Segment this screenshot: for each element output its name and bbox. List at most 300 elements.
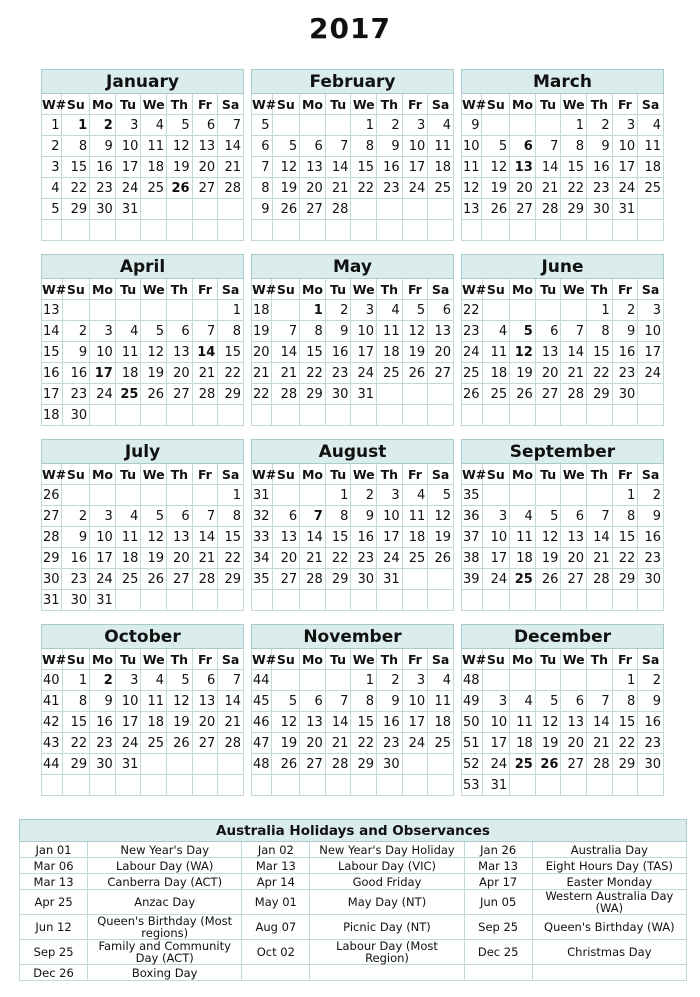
day-cell: 22 <box>561 178 587 199</box>
weekday-header: Fr <box>402 464 428 485</box>
holiday-date: May 01 <box>242 890 310 915</box>
weekday-header: Fr <box>612 649 638 670</box>
day-cell: 15 <box>218 342 244 363</box>
week-number <box>462 220 482 241</box>
weekday-header: We <box>141 94 167 115</box>
empty-cell <box>272 300 300 321</box>
weekday-header: Tu <box>325 464 351 485</box>
day-cell: 28 <box>561 384 587 405</box>
day-cell: 4 <box>482 321 510 342</box>
empty-cell <box>402 384 428 405</box>
day-cell: 22 <box>218 363 244 384</box>
day-cell: 2 <box>62 506 90 527</box>
weekday-header: We <box>141 464 167 485</box>
week-number <box>252 220 273 241</box>
day-cell: 28 <box>325 754 351 775</box>
day-cell: 24 <box>612 178 638 199</box>
week-number: 1 <box>42 115 62 136</box>
empty-cell <box>192 300 218 321</box>
week-number: 53 <box>462 775 483 796</box>
day-cell: 8 <box>325 506 351 527</box>
weekday-header: W# <box>42 649 63 670</box>
empty-cell <box>192 754 218 775</box>
weekday-header: Su <box>482 649 510 670</box>
day-cell: 4 <box>510 691 536 712</box>
holiday-date: Apr 17 <box>464 874 532 890</box>
day-cell: 26 <box>272 754 300 775</box>
day-cell: 27 <box>192 733 218 754</box>
day-cell: 10 <box>402 136 428 157</box>
weekday-header: Th <box>166 464 192 485</box>
day-cell: 27 <box>300 754 326 775</box>
holiday-date <box>464 965 532 981</box>
day-cell: 21 <box>192 548 218 569</box>
day-cell: 25 <box>510 754 536 775</box>
day-cell: 18 <box>402 527 428 548</box>
day-cell: 20 <box>510 178 536 199</box>
day-cell: 20 <box>192 712 218 733</box>
day-cell: 19 <box>141 548 167 569</box>
week-number: 24 <box>462 342 483 363</box>
empty-cell <box>192 220 218 241</box>
empty-cell <box>561 405 587 426</box>
day-cell: 21 <box>218 712 244 733</box>
holiday-name: Canberra Day (ACT) <box>88 874 242 890</box>
weekday-header: Fr <box>192 649 218 670</box>
weekday-header: Sa <box>638 279 664 300</box>
empty-cell <box>115 590 141 611</box>
day-cell: 18 <box>638 157 664 178</box>
day-cell: 5 <box>272 691 300 712</box>
day-cell: 12 <box>272 157 300 178</box>
day-cell: 14 <box>218 136 244 157</box>
holiday-date: Apr 25 <box>20 890 88 915</box>
day-cell: 14 <box>272 342 300 363</box>
day-cell: 15 <box>62 157 90 178</box>
day-cell: 4 <box>638 115 664 136</box>
day-cell: 29 <box>62 199 90 220</box>
weekday-header: Th <box>377 94 403 115</box>
week-number: 43 <box>42 733 63 754</box>
day-cell: 27 <box>166 569 192 590</box>
empty-cell <box>90 220 116 241</box>
day-cell: 30 <box>90 199 116 220</box>
day-cell: 19 <box>510 363 536 384</box>
empty-cell <box>638 384 664 405</box>
day-cell: 26 <box>272 199 300 220</box>
day-cell: 12 <box>428 506 454 527</box>
day-cell: 15 <box>325 527 351 548</box>
empty-cell <box>402 754 428 775</box>
day-cell: 20 <box>167 363 193 384</box>
empty-cell <box>587 485 613 506</box>
holidays-panel <box>19 819 687 981</box>
empty-cell <box>272 775 300 796</box>
day-cell: 21 <box>325 178 351 199</box>
empty-cell <box>510 670 536 691</box>
weekday-header: Mo <box>510 464 536 485</box>
day-cell: 3 <box>482 506 510 527</box>
empty-cell <box>561 775 587 796</box>
day-cell: 11 <box>510 527 536 548</box>
week-number: 26 <box>42 485 62 506</box>
week-number: 39 <box>462 569 483 590</box>
day-cell: 8 <box>300 321 326 342</box>
day-cell: 13 <box>167 342 193 363</box>
day-cell: 6 <box>192 670 218 691</box>
day-cell: 10 <box>402 691 428 712</box>
day-cell: 9 <box>62 342 90 363</box>
day-cell: 9 <box>376 691 402 712</box>
holiday-date: Mar 13 <box>20 874 88 890</box>
weekday-header: Tu <box>115 279 141 300</box>
week-number: 36 <box>462 506 483 527</box>
empty-cell <box>377 590 403 611</box>
holiday-name: May Day (NT) <box>310 890 464 915</box>
empty-cell <box>272 485 300 506</box>
day-cell: 16 <box>90 157 116 178</box>
empty-cell <box>272 590 300 611</box>
empty-cell <box>377 199 403 220</box>
day-cell: 17 <box>377 527 403 548</box>
empty-cell <box>167 775 193 796</box>
day-cell: 26 <box>535 569 561 590</box>
day-cell: 24 <box>90 384 116 405</box>
empty-cell <box>638 199 664 220</box>
day-cell: 11 <box>141 691 167 712</box>
day-cell: 2 <box>90 115 116 136</box>
month-december <box>461 624 664 796</box>
weekday-header: Th <box>587 464 613 485</box>
weekday-header: Th <box>167 279 193 300</box>
empty-cell <box>218 754 244 775</box>
weekday-header: Sa <box>428 464 454 485</box>
empty-cell <box>166 220 192 241</box>
empty-cell <box>272 405 300 426</box>
day-cell: 29 <box>351 754 377 775</box>
day-cell: 23 <box>376 733 402 754</box>
empty-cell <box>586 220 612 241</box>
day-cell: 23 <box>638 548 664 569</box>
day-cell: 30 <box>586 199 612 220</box>
day-cell: 23 <box>351 548 377 569</box>
empty-cell <box>402 405 428 426</box>
day-cell: 29 <box>561 199 587 220</box>
day-cell: 27 <box>510 199 536 220</box>
holiday-name: Labour Day (WA) <box>88 858 242 874</box>
day-cell: 25 <box>115 384 141 405</box>
day-cell: 8 <box>587 321 613 342</box>
day-cell: 22 <box>300 363 326 384</box>
day-cell: 24 <box>377 548 403 569</box>
holidays-title: Australia Holidays and Observances <box>20 820 687 842</box>
day-cell: 17 <box>90 548 116 569</box>
day-cell: 31 <box>90 590 116 611</box>
week-number: 47 <box>252 733 272 754</box>
day-cell: 7 <box>587 506 613 527</box>
day-cell: 6 <box>561 506 587 527</box>
day-cell: 22 <box>351 178 377 199</box>
empty-cell <box>587 590 613 611</box>
day-cell: 28 <box>218 178 244 199</box>
day-cell: 18 <box>428 712 454 733</box>
week-number: 8 <box>252 178 273 199</box>
day-cell: 22 <box>587 363 613 384</box>
day-cell: 8 <box>351 691 377 712</box>
day-cell: 9 <box>62 527 90 548</box>
day-cell: 15 <box>612 712 638 733</box>
week-number: 23 <box>462 321 483 342</box>
day-cell: 30 <box>62 590 90 611</box>
week-number <box>42 220 62 241</box>
weekday-header: We <box>561 464 587 485</box>
day-cell: 8 <box>612 506 638 527</box>
weekday-header: Su <box>482 279 510 300</box>
weekday-header: Fr <box>192 279 218 300</box>
empty-cell <box>510 300 536 321</box>
day-cell: 17 <box>402 712 428 733</box>
day-cell: 3 <box>90 506 116 527</box>
day-cell: 14 <box>192 527 218 548</box>
day-cell: 1 <box>351 670 377 691</box>
weekday-header: W# <box>462 279 483 300</box>
weekday-header: Mo <box>90 279 116 300</box>
holiday-date: Oct 02 <box>242 940 310 965</box>
day-cell: 26 <box>166 178 192 199</box>
weekday-header: Sa <box>638 464 664 485</box>
weekday-header: Mo <box>510 649 536 670</box>
weekday-header: Th <box>166 94 192 115</box>
month-march <box>461 69 664 241</box>
day-cell: 4 <box>428 115 454 136</box>
day-cell: 24 <box>402 733 428 754</box>
weekday-header: Th <box>376 279 402 300</box>
day-cell: 24 <box>115 178 141 199</box>
week-number: 49 <box>462 691 483 712</box>
empty-cell <box>325 670 351 691</box>
day-cell: 2 <box>377 115 403 136</box>
weekday-header: W# <box>252 649 272 670</box>
empty-cell <box>351 405 377 426</box>
day-cell: 23 <box>612 363 638 384</box>
week-number: 11 <box>462 157 482 178</box>
weekday-header: Tu <box>325 649 351 670</box>
day-cell: 15 <box>351 157 377 178</box>
day-cell: 26 <box>167 733 193 754</box>
week-number: 22 <box>252 384 272 405</box>
day-cell: 6 <box>166 506 192 527</box>
week-number: 5 <box>252 115 273 136</box>
empty-cell <box>167 300 193 321</box>
day-cell: 2 <box>90 670 116 691</box>
day-cell: 22 <box>325 548 351 569</box>
day-cell: 11 <box>115 342 141 363</box>
week-number: 46 <box>252 712 272 733</box>
month-july <box>41 439 244 611</box>
day-cell: 18 <box>510 733 536 754</box>
day-cell: 16 <box>586 157 612 178</box>
weekday-header: Mo <box>510 94 536 115</box>
empty-cell <box>428 384 454 405</box>
week-number: 31 <box>42 590 62 611</box>
holiday-date: Aug 07 <box>242 915 310 940</box>
weekday-header: Su <box>272 649 300 670</box>
empty-cell <box>561 485 587 506</box>
empty-cell <box>510 115 536 136</box>
month-name: September <box>462 440 664 464</box>
day-cell: 21 <box>535 178 561 199</box>
day-cell: 7 <box>561 321 587 342</box>
day-cell: 6 <box>300 136 326 157</box>
week-number: 18 <box>42 405 63 426</box>
week-number: 25 <box>462 363 483 384</box>
empty-cell <box>90 775 116 796</box>
weekday-header: W# <box>252 94 273 115</box>
day-cell: 6 <box>535 321 561 342</box>
day-cell: 21 <box>192 363 218 384</box>
day-cell: 19 <box>166 157 192 178</box>
empty-cell <box>272 670 300 691</box>
day-cell: 21 <box>272 363 300 384</box>
day-cell: 4 <box>402 485 428 506</box>
day-cell: 24 <box>638 363 664 384</box>
weekday-header: Su <box>62 464 90 485</box>
empty-cell <box>510 590 536 611</box>
day-cell: 8 <box>218 506 244 527</box>
day-cell: 10 <box>351 321 377 342</box>
day-cell: 21 <box>325 733 351 754</box>
day-cell: 27 <box>561 569 587 590</box>
week-number: 5 <box>42 199 62 220</box>
day-cell: 28 <box>192 569 218 590</box>
day-cell: 25 <box>376 363 402 384</box>
day-cell: 20 <box>300 178 326 199</box>
day-cell: 10 <box>612 136 638 157</box>
day-cell: 1 <box>351 115 377 136</box>
holiday-date <box>242 965 310 981</box>
empty-cell <box>115 300 141 321</box>
day-cell: 10 <box>377 506 403 527</box>
weekday-header: Su <box>62 649 90 670</box>
day-cell: 26 <box>402 363 428 384</box>
day-cell: 13 <box>561 527 587 548</box>
day-cell: 25 <box>141 733 167 754</box>
day-cell: 14 <box>218 691 244 712</box>
day-cell: 5 <box>272 136 300 157</box>
empty-cell <box>218 199 244 220</box>
empty-cell <box>141 590 167 611</box>
day-cell: 19 <box>482 178 510 199</box>
empty-cell <box>192 775 218 796</box>
day-cell: 4 <box>115 506 141 527</box>
empty-cell <box>62 485 90 506</box>
day-cell: 18 <box>115 363 141 384</box>
week-number: 44 <box>42 754 63 775</box>
day-cell: 3 <box>402 115 428 136</box>
empty-cell <box>402 590 428 611</box>
empty-cell <box>428 590 454 611</box>
weekday-header: Sa <box>218 279 244 300</box>
week-number: 33 <box>252 527 273 548</box>
empty-cell <box>612 590 638 611</box>
day-cell: 17 <box>402 157 428 178</box>
holiday-name: Picnic Day (NT) <box>310 915 464 940</box>
day-cell: 1 <box>62 115 90 136</box>
day-cell: 4 <box>428 670 454 691</box>
day-cell: 1 <box>218 485 244 506</box>
empty-cell <box>612 405 638 426</box>
empty-cell <box>325 220 351 241</box>
day-cell: 9 <box>638 691 664 712</box>
month-august <box>251 439 454 611</box>
day-cell: 7 <box>325 136 351 157</box>
empty-cell <box>115 220 141 241</box>
weekday-header: Tu <box>115 94 141 115</box>
holiday-name: Labour Day (Most Region) <box>310 940 464 965</box>
day-cell: 16 <box>612 342 638 363</box>
day-cell: 20 <box>428 342 454 363</box>
weekday-header: Tu <box>535 279 561 300</box>
day-cell: 21 <box>587 548 613 569</box>
day-cell: 17 <box>638 342 664 363</box>
empty-cell <box>402 220 428 241</box>
day-cell: 16 <box>325 342 351 363</box>
holiday-date: Sep 25 <box>464 915 532 940</box>
week-number: 41 <box>42 691 63 712</box>
holiday-date: Jun 05 <box>464 890 532 915</box>
day-cell: 15 <box>62 712 90 733</box>
day-cell: 12 <box>166 136 192 157</box>
weekday-header: Mo <box>90 94 116 115</box>
day-cell: 12 <box>535 527 561 548</box>
day-cell: 22 <box>62 733 90 754</box>
week-number: 4 <box>42 178 62 199</box>
day-cell: 19 <box>167 712 193 733</box>
day-cell: 16 <box>377 157 403 178</box>
holiday-name: Queen's Birthday (Most regions) <box>88 915 242 940</box>
day-cell: 6 <box>561 691 587 712</box>
empty-cell <box>166 590 192 611</box>
empty-cell <box>218 220 244 241</box>
empty-cell <box>192 405 218 426</box>
day-cell: 12 <box>482 157 510 178</box>
day-cell: 24 <box>115 733 141 754</box>
day-cell: 24 <box>482 569 510 590</box>
day-cell: 14 <box>325 157 351 178</box>
week-number: 35 <box>252 569 273 590</box>
day-cell: 30 <box>62 405 90 426</box>
empty-cell <box>300 220 326 241</box>
weekday-header: We <box>351 94 377 115</box>
empty-cell <box>638 220 664 241</box>
day-cell: 23 <box>638 733 664 754</box>
empty-cell <box>351 220 377 241</box>
day-cell: 2 <box>325 300 351 321</box>
empty-cell <box>510 485 536 506</box>
year-title: 2017 <box>309 12 391 45</box>
empty-cell <box>325 405 351 426</box>
day-cell: 28 <box>325 199 351 220</box>
day-cell: 12 <box>141 342 167 363</box>
day-cell: 30 <box>638 754 664 775</box>
day-cell: 11 <box>376 321 402 342</box>
month-name: May <box>252 255 454 279</box>
weekday-header: Su <box>482 464 510 485</box>
empty-cell <box>402 569 428 590</box>
weekday-header: We <box>141 649 167 670</box>
weekday-header: Sa <box>218 94 244 115</box>
weekday-header: W# <box>252 464 273 485</box>
